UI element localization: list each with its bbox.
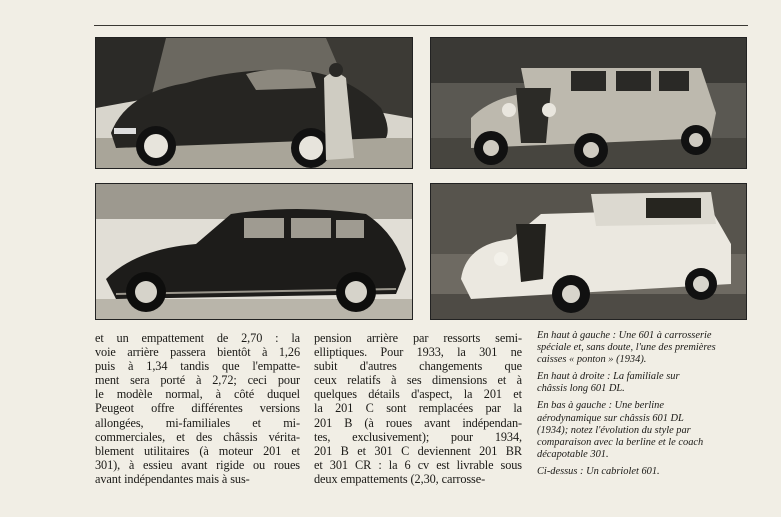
caption-line: décapotable 301. xyxy=(537,448,609,460)
caption-line: En haut à gauche : Une 601 à carrosserie xyxy=(537,330,712,341)
text-line: 201 B et 301 C deviennent 201 BR xyxy=(314,443,522,458)
caption-top-right xyxy=(537,371,749,395)
caption-line: (1934); notez l'évolution du style par xyxy=(537,424,691,436)
text-line: et 301 CR : la 6 cv est livrable sous xyxy=(314,457,522,472)
caption-line: En haut à droite : La familiale sur xyxy=(537,371,680,383)
photo-familiale xyxy=(430,37,747,169)
text-line: deux empattements (2,30, carrosse- xyxy=(314,471,486,486)
text-line: allongées, mi-familiales et mi- xyxy=(95,415,300,430)
caption-line: spéciale et, sans doute, l'une des premières xyxy=(537,342,716,354)
text-line: elliptiques. Pour 1933, la 301 ne xyxy=(314,345,522,360)
caption-line: caisses « ponton » (1934). xyxy=(537,354,647,366)
caption-line: En bas à gauche : Une berline xyxy=(537,400,664,412)
caption-line: Ci-dessus : Un cabriolet 601. xyxy=(537,465,660,477)
caption-line: aérodynamique sur châssis 601 DL xyxy=(537,412,684,424)
text-line: 301), à essieu avant rigide ou roues xyxy=(95,457,300,472)
photo-cabriolet xyxy=(430,183,747,320)
text-line: subit d'autres changements que xyxy=(314,359,522,374)
text-line: avant indépendantes mais à sus- xyxy=(95,471,250,486)
text-line: pension arrière par ressorts semi- xyxy=(314,331,522,345)
text-line: commerciales, et des châssis vérita- xyxy=(95,429,300,444)
text-line: et un empattement de 2,70 : la xyxy=(95,331,300,345)
text-line: Peugeot offre différentes versions xyxy=(95,401,300,416)
photo-familiale-image xyxy=(431,38,746,168)
caption-line: comparaison avec la berline et le coach xyxy=(537,436,704,448)
caption-line: châssis long 601 DL. xyxy=(537,383,625,395)
article-column-1 xyxy=(95,331,300,486)
article-column-2 xyxy=(314,331,522,486)
photo-coupe-ponton-image xyxy=(96,38,412,168)
text-line: 201 B (à roues avant indépendan- xyxy=(314,415,522,430)
photo-coupe-ponton xyxy=(95,37,413,169)
top-rule xyxy=(94,25,748,26)
photo-berline xyxy=(95,183,413,320)
text-line: voie arrière passera bientôt à 1,26 xyxy=(95,345,300,360)
text-line: blement utilitaires (à moteur 201 et xyxy=(95,443,300,458)
text-line: quelques détails d'aspect, la 201 et xyxy=(314,387,522,402)
text-line: la 201 C sont remplacées par la xyxy=(314,401,522,416)
photo-berline-image xyxy=(96,184,412,319)
photo-captions xyxy=(537,330,749,483)
photo-cabriolet-image xyxy=(431,184,746,319)
text-line: tes, exclusivement); pour 1934, xyxy=(314,429,522,444)
text-line: le modèle normal, à côté duquel xyxy=(95,387,300,402)
caption-top-left xyxy=(537,330,749,366)
caption-bottom-left xyxy=(537,400,749,460)
caption-above xyxy=(537,466,749,478)
text-line: ceux relatifs à ses dimensions et à xyxy=(314,373,522,388)
text-line: puis à 1,34 tandis que l'empatte- xyxy=(95,359,300,374)
text-line: ment sera porté à 2,72; ceci pour xyxy=(95,373,300,388)
